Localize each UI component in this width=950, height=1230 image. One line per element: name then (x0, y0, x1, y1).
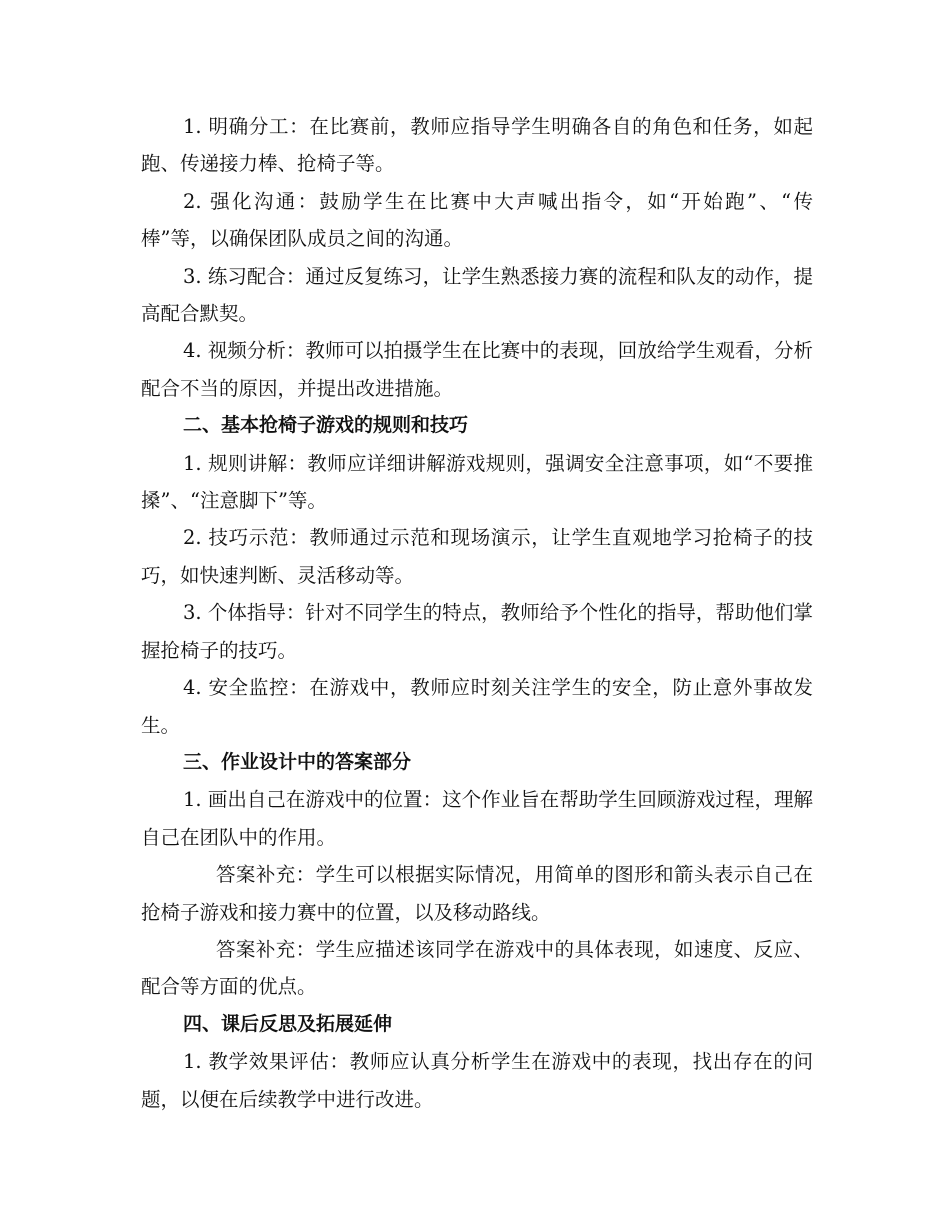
paragraph-practice-coordination: 3. 练习配合：通过反复练习，让学生熟悉接力赛的流程和队友的动作，提高配合默契。 (141, 264, 813, 326)
paragraph-draw-position: 1. 画出自己在游戏中的位置：这个作业旨在帮助学生回顾游戏过程，理解自己在团队中的作用。 (141, 788, 813, 849)
paragraph-teaching-evaluation: 1. 教学效果评估：教师应认真分析学生在游戏中的表现，找出存在的问题，以便在后续教学中进行改进。 (141, 1050, 813, 1111)
paragraph-safety-monitoring: 4. 安全监控：在游戏中，教师应时刻关注学生的安全，防止意外事故发生。 (141, 676, 813, 737)
section-heading-3: 三、作业设计中的答案部分 (183, 750, 412, 773)
paragraph-answer-supplement-1: 答案补充：学生可以根据实际情况，用简单的图形和箭头表示自己在抢椅子游戏和接力赛中的位置，以及移动路线。 (141, 863, 813, 924)
paragraph-division-of-labor: 1. 明确分工：在比赛前，教师应指导学生明确各自的角色和任务，如起跑、传递接力棒、抢椅子等。 (141, 115, 813, 176)
section-heading-4: 四、课后反思及拓展延伸 (183, 1012, 393, 1035)
paragraph-rules-explanation: 1. 规则讲解：教师应详细讲解游戏规则，强调安全注意事项，如“不要推搡”、“注意脚下”等。 (141, 451, 813, 513)
document-body (141, 108, 813, 1118)
paragraph-individual-guidance: 3. 个体指导：针对不同学生的特点，教师给予个性化的指导，帮助他们掌握抢椅子的技巧。 (141, 601, 813, 662)
paragraph-communication: 2. 强化沟通：鼓励学生在比赛中大声喊出指令，如“开始跑”、“传棒”等，以确保团队成员之间的沟通。 (141, 189, 813, 251)
section-heading-2: 二、基本抢椅子游戏的规则和技巧 (183, 414, 469, 437)
paragraph-video-analysis: 4. 视频分析：教师可以拍摄学生在比赛中的表现，回放给学生观看，分析配合不当的原因，并提出改进措施。 (141, 339, 813, 400)
paragraph-skill-demo: 2. 技巧示范：教师通过示范和现场演示，让学生直观地学习抢椅子的技巧，如快速判断、灵活移动等。 (141, 526, 813, 587)
paragraph-answer-supplement-2: 答案补充：学生应描述该同学在游戏中的具体表现，如速度、反应、配合等方面的优点。 (141, 937, 813, 999)
